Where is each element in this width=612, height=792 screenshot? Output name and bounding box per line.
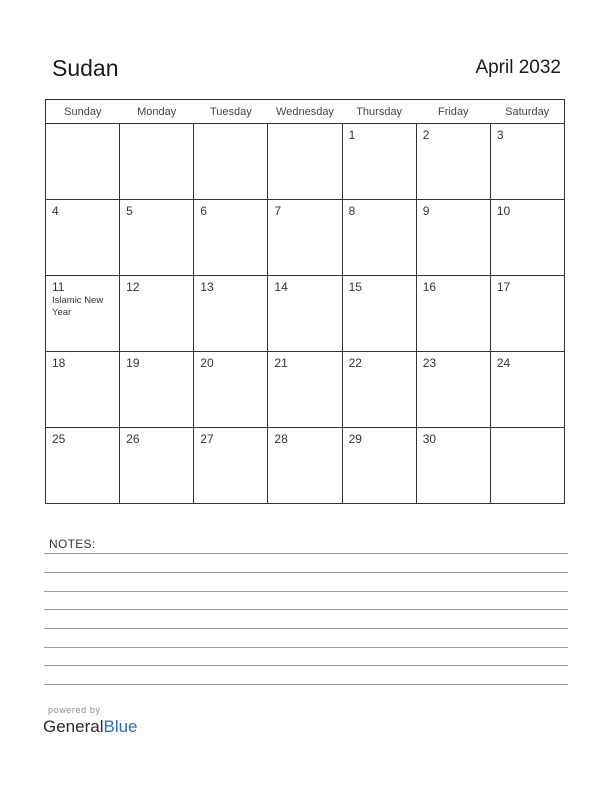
weekday-saturday: Saturday bbox=[490, 100, 564, 124]
day-number: 20 bbox=[200, 356, 214, 370]
calendar-day-cell bbox=[342, 276, 416, 352]
calendar-day-cell bbox=[120, 428, 194, 504]
holiday-label: Islamic New Year bbox=[52, 295, 104, 318]
calendar-week-row bbox=[46, 276, 565, 352]
calendar-week-row bbox=[46, 428, 565, 504]
day-number: 5 bbox=[126, 204, 133, 218]
calendar-day-cell bbox=[416, 200, 490, 276]
calendar-day-cell bbox=[194, 124, 268, 200]
day-number: 8 bbox=[348, 204, 356, 218]
day-number: 3 bbox=[496, 128, 504, 142]
weekday-friday: Friday bbox=[416, 100, 490, 124]
day-number: 13 bbox=[200, 280, 214, 294]
day-number: 6 bbox=[200, 204, 207, 218]
day-number: 4 bbox=[52, 204, 59, 218]
calendar-day-cell bbox=[416, 352, 490, 428]
calendar-day-cell bbox=[416, 428, 490, 504]
day-number: 16 bbox=[422, 280, 437, 294]
calendar-day-cell bbox=[268, 124, 342, 200]
day-number: 21 bbox=[274, 356, 288, 370]
calendar-day-cell bbox=[46, 428, 120, 504]
calendar-day-cell bbox=[268, 276, 342, 352]
weekday-monday: Monday bbox=[120, 100, 194, 124]
calendar-day-cell bbox=[268, 428, 342, 504]
note-line bbox=[44, 628, 568, 629]
day-number: 7 bbox=[274, 204, 282, 218]
calendar-week-row bbox=[46, 124, 565, 200]
calendar-day-cell bbox=[120, 352, 194, 428]
day-number: 15 bbox=[348, 280, 362, 294]
calendar-week-row bbox=[46, 352, 565, 428]
notes-label: NOTES: bbox=[49, 537, 96, 551]
calendar-day-cell bbox=[46, 124, 120, 200]
calendar-day-cell bbox=[46, 352, 120, 428]
day-number: 11 bbox=[52, 280, 65, 294]
calendar-day-cell bbox=[490, 200, 564, 276]
calendar-day-cell bbox=[194, 352, 268, 428]
day-number: 27 bbox=[200, 432, 214, 446]
calendar-day-cell bbox=[194, 428, 268, 504]
logo-blue-text: Blue bbox=[103, 717, 138, 736]
calendar-day-cell bbox=[490, 124, 564, 200]
day-number: 2 bbox=[422, 128, 430, 142]
day-number: 17 bbox=[496, 280, 511, 294]
note-line bbox=[44, 647, 568, 648]
generalblue-logo bbox=[43, 717, 138, 737]
calendar-day-cell bbox=[490, 352, 564, 428]
weekday-tuesday: Tuesday bbox=[194, 100, 268, 124]
calendar-day-cell bbox=[46, 200, 120, 276]
logo-general-text: General bbox=[43, 717, 104, 736]
calendar-day-cell bbox=[342, 124, 416, 200]
calendar-month-year: April 2032 bbox=[475, 57, 561, 78]
calendar-day-cell bbox=[342, 200, 416, 276]
calendar-week-row bbox=[46, 200, 565, 276]
day-number: 12 bbox=[126, 280, 140, 294]
note-line bbox=[44, 553, 568, 554]
note-line bbox=[44, 609, 568, 610]
note-line bbox=[44, 572, 568, 573]
note-line bbox=[44, 665, 568, 666]
calendar-day-cell bbox=[416, 276, 490, 352]
calendar-day-cell bbox=[342, 428, 416, 504]
calendar-day-cell bbox=[416, 124, 490, 200]
calendar-day-cell bbox=[342, 352, 416, 428]
calendar-grid bbox=[45, 99, 565, 504]
calendar-day-cell bbox=[194, 276, 268, 352]
calendar-day-cell bbox=[46, 276, 120, 352]
day-number: 26 bbox=[126, 432, 140, 446]
calendar-day-cell bbox=[194, 200, 268, 276]
day-number: 19 bbox=[126, 356, 140, 370]
calendar-day-cell bbox=[120, 276, 194, 352]
calendar-day-cell bbox=[120, 124, 194, 200]
weekday-sunday: Sunday bbox=[46, 100, 120, 124]
note-line bbox=[44, 591, 568, 592]
weekday-thursday: Thursday bbox=[342, 100, 416, 124]
calendar-day-cell bbox=[120, 200, 194, 276]
day-number: 14 bbox=[274, 280, 288, 294]
day-number: 24 bbox=[496, 356, 511, 370]
calendar-country: Sudan bbox=[52, 55, 119, 81]
day-number: 1 bbox=[348, 128, 356, 142]
calendar-day-cell bbox=[490, 276, 564, 352]
calendar-day-cell bbox=[490, 428, 564, 504]
day-number: 30 bbox=[422, 432, 437, 446]
powered-by-text: powered by bbox=[48, 705, 101, 715]
day-number: 25 bbox=[52, 432, 66, 446]
day-number: 29 bbox=[348, 432, 362, 446]
day-number: 28 bbox=[274, 432, 288, 446]
weekday-header-row bbox=[46, 100, 565, 124]
weekday-wednesday: Wednesday bbox=[268, 100, 342, 124]
calendar-day-cell bbox=[268, 200, 342, 276]
calendar-day-cell bbox=[268, 352, 342, 428]
day-number: 23 bbox=[422, 356, 437, 370]
day-number: 22 bbox=[348, 356, 362, 370]
day-number: 10 bbox=[496, 204, 511, 218]
day-number: 18 bbox=[52, 356, 66, 370]
day-number: 9 bbox=[422, 204, 430, 218]
note-line bbox=[44, 684, 568, 685]
